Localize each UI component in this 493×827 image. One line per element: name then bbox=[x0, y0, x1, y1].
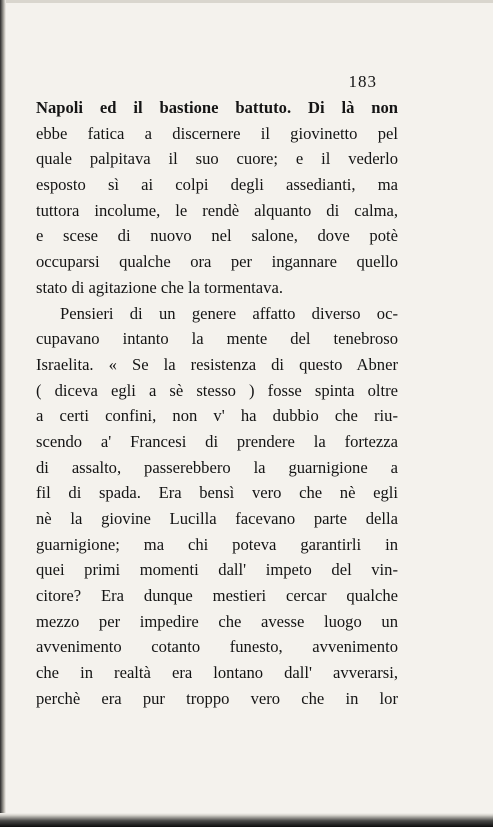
page-top-edge bbox=[0, 0, 493, 3]
text-line: Napoli ed il bastione battuto. Di là non bbox=[36, 98, 398, 117]
text-line: nè la giovine Lucilla facevano parte della bbox=[36, 509, 398, 528]
text-line: scendo a' Francesi di prendere la fortezza bbox=[36, 431, 398, 451]
text-line: perchè era pur troppo vero che in lor bbox=[36, 688, 398, 708]
text-line: occuparsi qualche ora per ingannare quello bbox=[36, 252, 398, 272]
text-line: quale palpitava il suo cuore; e il vederlo bbox=[36, 149, 398, 169]
text-line: avvenimento cotanto funesto, avvenimento bbox=[36, 637, 398, 657]
paragraph-start-line: Pensieri di un genere affatto diverso oc- bbox=[60, 303, 398, 323]
text-line: fil di spada. Era bensì vero che nè egli bbox=[36, 483, 398, 503]
text-line: e scese di nuovo nel salone, dove potè bbox=[36, 226, 398, 246]
text-line: quei primi momenti dall' impeto del vin- bbox=[36, 560, 398, 580]
text-line: ebbe fatica a discernere il giovinetto pel bbox=[36, 123, 398, 143]
page-number: 183 bbox=[348, 72, 377, 91]
page-left-edge-shadow bbox=[0, 0, 6, 827]
body-text bbox=[36, 95, 398, 712]
text-line: citore? Era dunque mestieri cercar qualche bbox=[36, 586, 398, 606]
text-line: di assalto, passerebbero la guarnigione a bbox=[36, 457, 398, 477]
text-line: guarnigione; ma chi poteva garantirli in bbox=[36, 534, 398, 554]
text-line: cupavano intanto la mente del tenebroso bbox=[36, 329, 398, 349]
paragraph-end-line: stato di agitazione che la tormentava. bbox=[36, 277, 283, 297]
text-line: che in realtà era lontano dall' avverarsi, bbox=[36, 663, 398, 683]
text-line: ( diceva egli a sè stesso ) fosse spinta oltre bbox=[36, 380, 398, 400]
text-line: mezzo per impedire che avesse luogo un bbox=[36, 611, 398, 631]
text-line: Israelita. « Se la resistenza di questo Abner bbox=[36, 354, 398, 374]
page-bottom-edge-shadow bbox=[0, 813, 493, 827]
text-line: esposto sì ai colpi degli assedianti, ma bbox=[36, 175, 398, 195]
text-line: tuttora incolume, le rendè alquanto di calma, bbox=[36, 200, 398, 220]
text-line: a certi confini, non v' ha dubbio che riu- bbox=[36, 406, 398, 426]
